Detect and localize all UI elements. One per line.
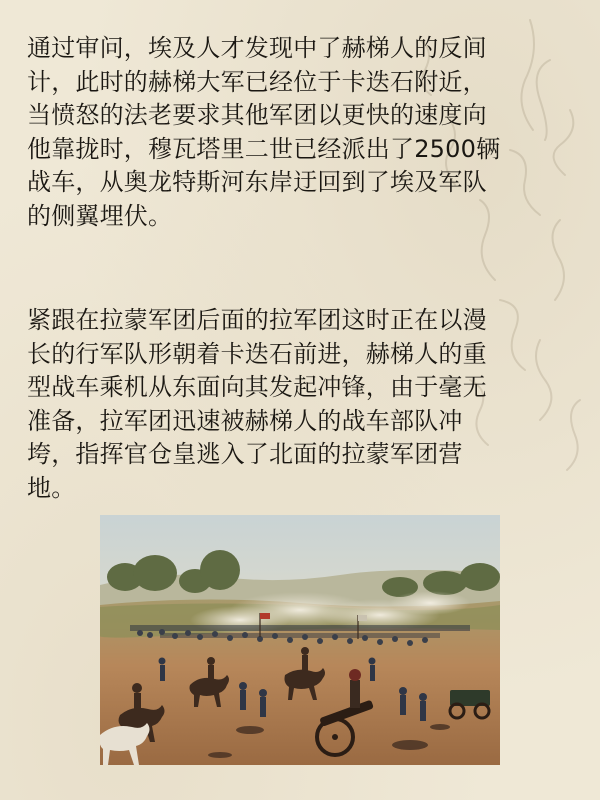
battle-painting (100, 515, 500, 765)
paragraph-1: 通过审问，埃及人才发现中了赫梯人的反间 计，此时的赫梯大军已经位于卡迭石附近， 当愤怒的法老要求其他军团以更快的速度向 他靠拢时，穆瓦塔里二世已经派出了2500辆 战车，从奥龙特斯河东岸迂回到了埃及军队 的侧翼埋伏。 (27, 34, 501, 230)
paragraph-2: 紧跟在拉蒙军团后面的拉军团这时正在以漫 长的行军队形朝着卡迭石前进，赫梯人的重 型战车乘机从东面向其发起冲锋，由于毫无 准备，拉军团迅速被赫梯人的战车部队冲 垮，指挥官仓皇逃入了北面的拉蒙军团营 地。 (27, 306, 487, 502)
battle-painting-icon (100, 515, 500, 765)
